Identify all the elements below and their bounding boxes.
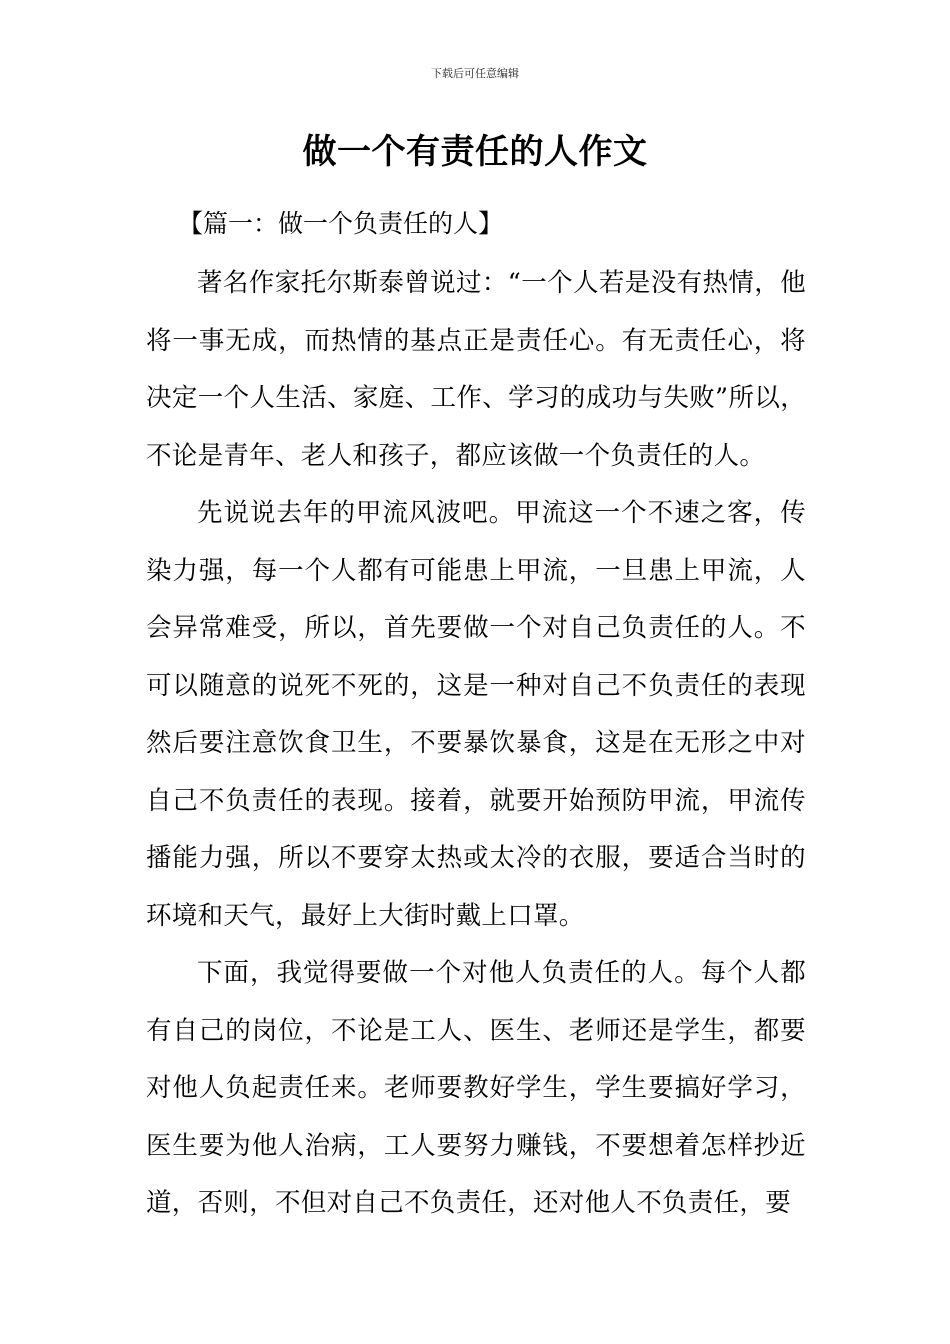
paragraph-3: 下面，我觉得要做一个对他人负责任的人。每个人都有自己的岗位，不论是工人、医生、老师还是学生，都要对他人负起责任来。老师要教好学生，学生要搞好学习，医生要为他人治病，工人要努力赚钱，不要想着怎样抄近道，否则，不但对自己不负责任，还对他人不负责任，要 [146, 958, 806, 1218]
paragraph-1: 著名作家托尔斯泰曾说过：“一个人若是没有热情，他将一事无成，而热情的基点正是责任心。有无责任心，将决定一个人生活、家庭、工作、学习的成功与失败”所以，不论是青年、老人和孩子，都应该做一个负责任的人。 [146, 268, 806, 471]
document-title: 做一个有责任的人作文 [302, 132, 648, 172]
paragraph-2: 先说说去年的甲流风波吧。甲流这一个不速之客，传染力强，每一个人都有可能患上甲流，一旦患上甲流，人会异常难受，所以，首先要做一个对自己负责任的人。不可以随意的说死不死的，这是一种对自己不负责任的表现然后要注意饮食卫生，不要暴饮暴食，这是在无形之中对自己不负责任的表现。接着，就要开始预防甲流，甲流传播能力强，所以不要穿太热或太冷的衣服，要适合当时的环境和天气，最好上大街时戴上口罩。 [146, 498, 806, 931]
header-note: 下载后可任意编辑 [431, 67, 519, 80]
body-text [146, 255, 806, 1233]
section-heading: 【篇一：做一个负责任的人】 [178, 209, 504, 238]
